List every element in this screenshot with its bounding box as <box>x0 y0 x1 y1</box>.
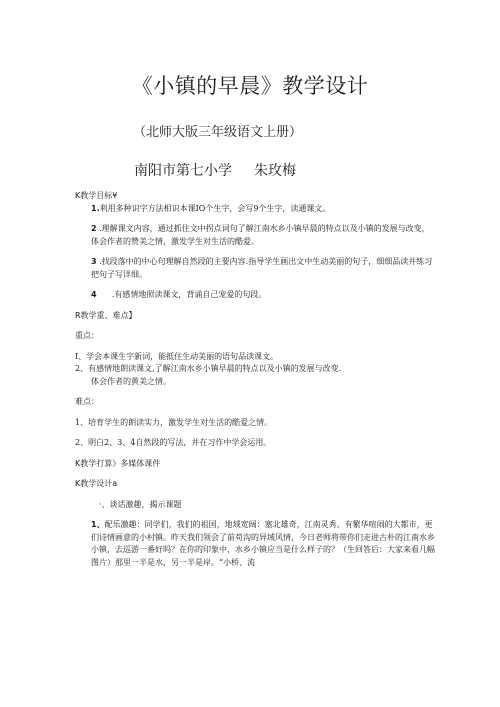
section-heading-design: K教学设计a <box>75 479 118 488</box>
goal-number: 3 <box>91 257 97 266</box>
goal-item-4 <box>75 289 435 302</box>
goal-text: 利用多种识字方法相识本课IO个生字，会写9个生字，读通课文。 <box>99 203 331 213</box>
section-heading-goals: K教学目标¥ <box>75 191 118 200</box>
paragraph-text: 配乐激趣：同学们，我们的祖国，地域宽阔：塞北雄奇，江南灵秀。有繁华喧闹的大都市，更们诗情画意的小村镇。昨天我们领会了前苟沟的异域风情，今日老师将带你们走进古朴的江南水乡小镇，去巡游一番好吗？在你的印象中，水乡小镇应当是什么样子的？（生回答后：大家来看几幅图片）那里一半是水，另一半是岸。“小桥、流 <box>91 520 435 567</box>
key-item-1: I、学会本课生字新词，能抵住生动美丽的语句品读课文。 <box>75 351 279 361</box>
step-label: ·、谈话激趣，揭示课题 <box>99 499 182 509</box>
author-school: 南阳市第七小学 <box>134 163 232 179</box>
section-heading-keypoints: R教学重、难点】 <box>75 310 137 320</box>
paragraph-number: 1、 <box>91 520 105 529</box>
goal-text: .理解课文内容，通过抓住文中拐点词句了解江南水乡小镇早晨的特点以及小镇的发展与改变，体会作者的赞美之情，激发学生对生活的酷爱。 <box>91 224 430 246</box>
paragraph-1 <box>75 519 435 569</box>
author-name: 朱玫梅 <box>254 163 296 179</box>
goal-number: 2 <box>91 224 97 233</box>
goal-text: .找段落中的中心句理解自然段的主要内容.指导学生画出文中生动美丽的句子，细细品读并练习把句子写详细。 <box>91 257 433 279</box>
goal-text: .有感情地照读课文，背诵自己宠爱的句段。 <box>111 290 267 299</box>
diff-label: 难点： <box>75 397 99 406</box>
author-line <box>134 160 296 180</box>
goal-number: 1. <box>91 203 100 213</box>
goal-number: 4 <box>91 290 97 299</box>
section-heading-prep: K教学打算》多媒体课件 <box>75 458 161 468</box>
diff-item-1: 1、培育学生的朗读实力，激发学生对生活的酷爱之情。 <box>75 417 273 427</box>
document-title: 《小镇的早晨》教学设计 <box>131 74 369 98</box>
goal-item-2 <box>75 223 435 248</box>
document-subtitle: （北师大版三年级语文上册） <box>133 125 303 140</box>
key-label: 重点： <box>75 331 99 340</box>
goal-item-1 <box>75 203 435 216</box>
diff-item-2: 2、明白2、3、4自然段的写法，并在习作中学会运用。 <box>75 438 272 447</box>
goal-item-3 <box>75 256 435 281</box>
document-body <box>75 190 435 569</box>
key-item-2-cont: 体会作者的黄美之情。 <box>91 376 171 386</box>
key-item-2: 2、有感情地朗读课文,了解江南水乡小镇早晨的特点以及小镇的发展与改变. <box>75 364 342 373</box>
